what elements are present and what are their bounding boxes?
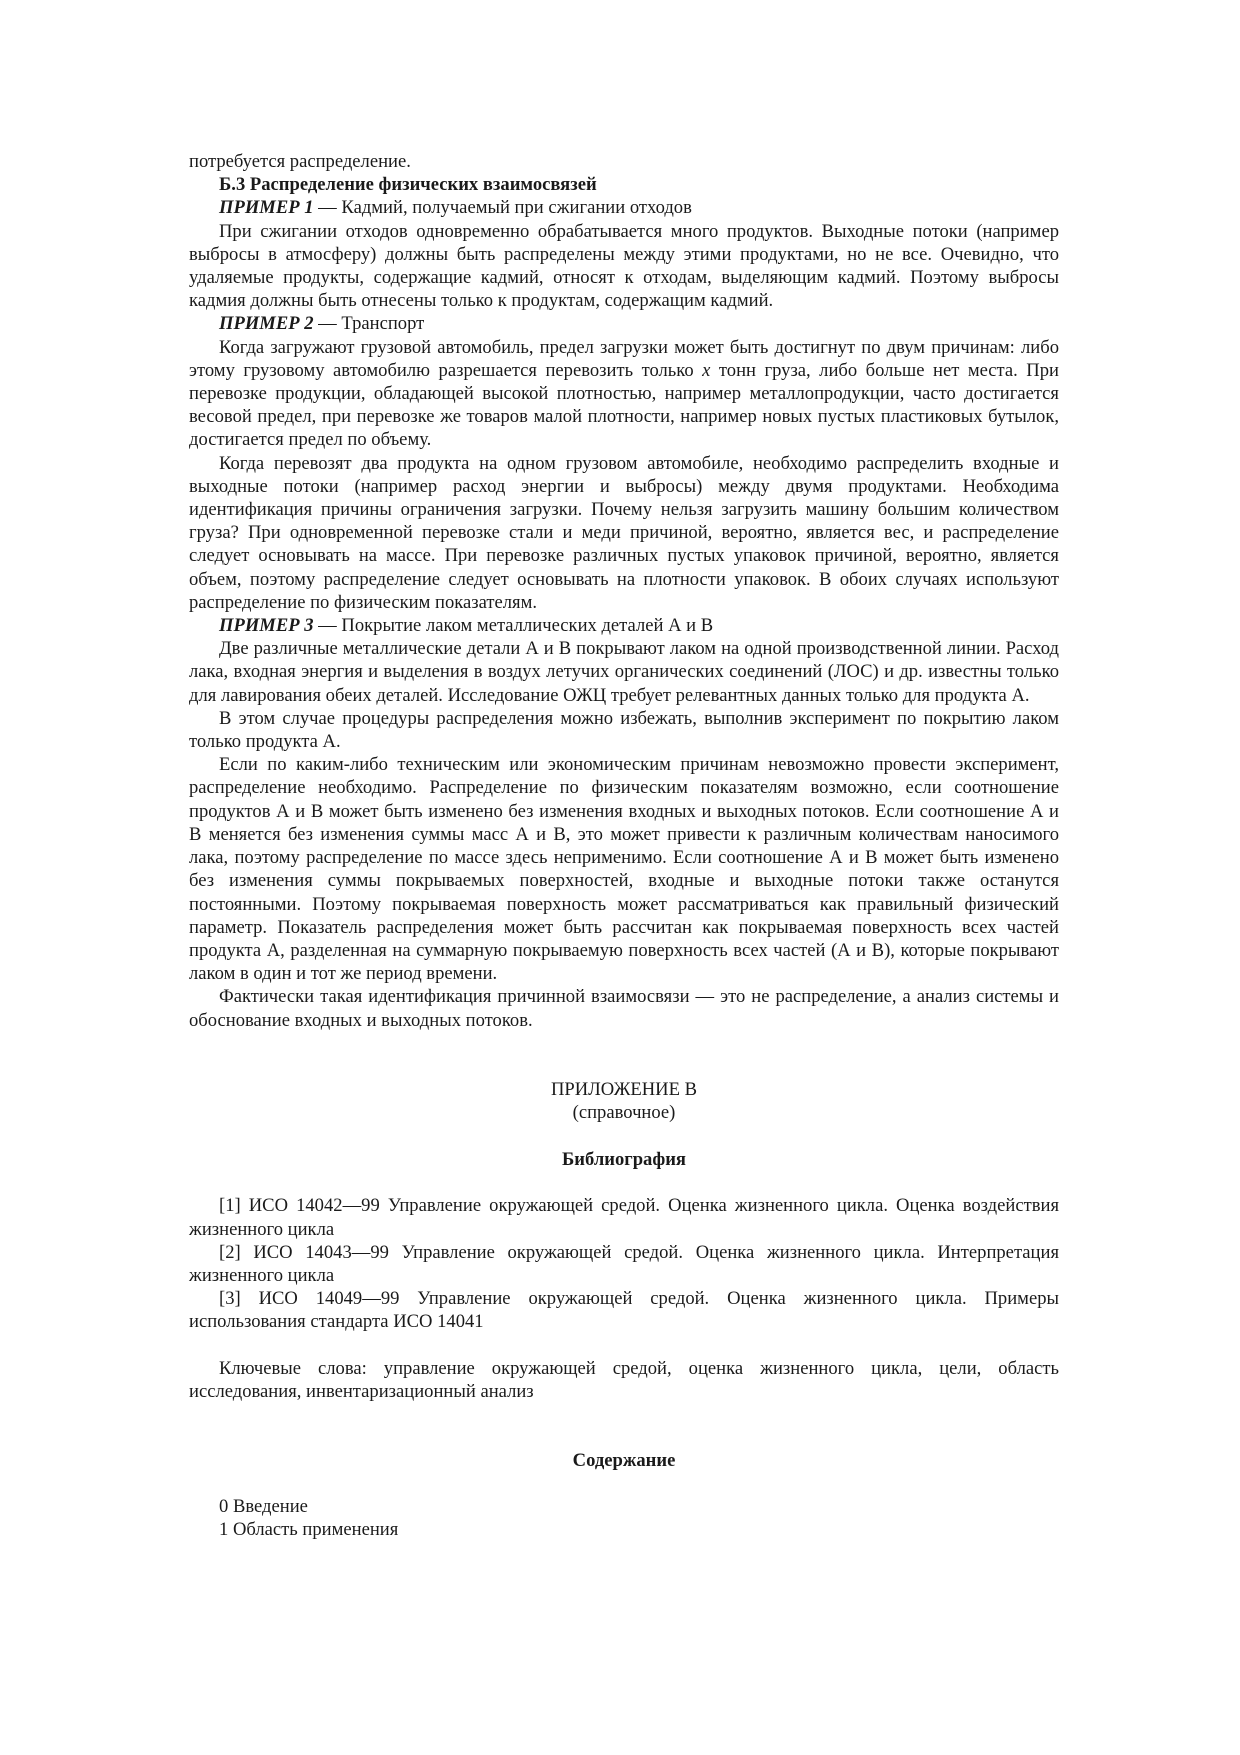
example-2-paragraph-1-part1: Когда загружают грузовой автомобиль, предел загрузки может быть достигнут по двум причинам: либо этому грузовому автомобилю разрешается перевозить только bbox=[189, 336, 1059, 381]
example-2-paragraph-1-part2: тонн груза, либо больше нет места. При перевозке продукции, обладающей высокой плотностью, например металлопродукции, часто достигается весовой предел, при перевозке же товаров малой плотности, например новых пустых пластиковых бутылок, достигается предел по объему. bbox=[189, 359, 1059, 451]
example-3-title-text: — Покрытие лаком металлических деталей А и В bbox=[313, 615, 714, 637]
continuation-line: потребуется распределение. bbox=[189, 151, 411, 172]
example-1-title bbox=[189, 196, 1059, 219]
reference-item: [2] ИСО 14043—99 Управление окружающей средой. Оценка жизненного цикла. Интерпретация жизненного цикла bbox=[189, 1241, 1059, 1286]
document-page bbox=[189, 150, 1059, 1542]
example-2-title-text: — Транспорт bbox=[313, 313, 425, 335]
example-3-title bbox=[189, 614, 1059, 637]
toc-item-introduction[interactable]: 0 Введение bbox=[219, 1496, 308, 1518]
variable-x: x bbox=[702, 359, 711, 381]
keywords: Ключевые слова: управление окружающей средой, оценка жизненного цикла, цели, область исследования, инвентаризационный анализ bbox=[189, 1357, 1059, 1402]
spacer bbox=[189, 1032, 1059, 1078]
section-heading-b3 bbox=[189, 173, 1059, 196]
example-3-paragraph-2: В этом случае процедуры распределения можно избежать, выполнив эксперимент по покрытию лаком только продукта А. bbox=[189, 707, 1059, 753]
example-2-paragraph-1 bbox=[189, 336, 1059, 452]
spacer bbox=[189, 1171, 1059, 1194]
example-2-label: ПРИМЕР 2 bbox=[219, 313, 314, 335]
spacer bbox=[189, 1124, 1059, 1148]
spacer bbox=[189, 1334, 1059, 1357]
appendix-title: ПРИЛОЖЕНИЕ В bbox=[550, 1078, 698, 1100]
example-3-paragraph-3: Если по каким-либо техническим или экономическим причинам невозможно провести эксперимент, распределение необходимо. Распределение по физическим показателям возможно, если соотношение продуктов А и В может быть изменено без изменения входных и выходных потоков. Если соотношение А и В меняется без изменения суммы масс А и В, это может привести к различным количествам наносимого лака, поэтому распределение по массе здесь неприменимо. Если соотношение А и В может быть изменено без изменения суммы покрываемых поверхностей, входные и выходные потоки также останутся постоянными. Поэтому покрываемая поверхность может рассматриваться как правильный физический параметр. Показатель распределения может быть рассчитан как покрываемая поверхность всех частей продукта А, разделенная на суммарную покрываемую поверхность всех частей (А и В), которые покрывают лаком в один и тот же период времени. bbox=[189, 754, 1059, 985]
example-2-title bbox=[189, 312, 1059, 335]
reference-item: [3] ИСО 14049—99 Управление окружающей средой. Оценка жизненного цикла. Примеры использования стандарта ИСО 14041 bbox=[189, 1288, 1059, 1333]
contents-title: Содержание bbox=[572, 1449, 676, 1471]
reference-item: [1] ИСО 14042—99 Управление окружающей средой. Оценка жизненного цикла. Оценка воздействия жизненного цикла bbox=[189, 1195, 1059, 1240]
bibliography-title: Библиография bbox=[561, 1149, 686, 1171]
section-heading-text: Б.3 Распределение физических взаимосвязей bbox=[219, 174, 597, 196]
example-3-paragraph-1: Две различные металлические детали А и В покрывают лаком на одной производственной линии. Расход лака, входная энергия и выделения в воздух летучих органических соединений (ЛОС) и др. известны только для лавирования обеих деталей. Исследование ОЖЦ требует релевантных данных только для продукта А. bbox=[189, 638, 1059, 706]
spacer bbox=[189, 1472, 1059, 1495]
spacer bbox=[189, 1403, 1059, 1449]
example-3-paragraph-4: Фактически такая идентификация причинной взаимосвязи — это не распределение, а анализ системы и обоснование входных и выходных потоков. bbox=[189, 986, 1059, 1031]
example-1-label: ПРИМЕР 1 bbox=[219, 197, 314, 219]
example-3-label: ПРИМЕР 3 bbox=[219, 615, 314, 637]
example-1-paragraph: При сжигании отходов одновременно обрабатывается много продуктов. Выходные потоки (например выбросы в атмосферу) должны быть распределены между этими продуктами, но не все. Очевидно, что удаляемые продукты, содержащие кадмий, относят к отходам, выделяющим кадмий. Поэтому выбросы кадмия должны быть отнесены только к продуктам, содержащим кадмий. bbox=[189, 220, 1059, 312]
example-2-paragraph-2: Когда перевозят два продукта на одном грузовом автомобиле, необходимо распределить входные и выходные потоки (например расход энергии и выбросы) между двумя продуктами. Необходима идентификация причины ограничения загрузки. Почему нельзя загрузить машину большим количеством груза? При одновременной перевозке стали и меди причиной, вероятно, является вес, и распределение следует основывать на массе. При перевозке различных пустых упаковок причиной, вероятно, является объем, поэтому распределение следует основывать на плотности упаковок. В обоих случаях используют распределение по физическим показателям. bbox=[189, 452, 1059, 613]
toc-item-scope[interactable]: 1 Область применения bbox=[219, 1519, 399, 1541]
example-1-title-text: — Кадмий, получаемый при сжигании отходов bbox=[313, 197, 692, 219]
appendix-subtitle: (справочное) bbox=[572, 1101, 676, 1123]
